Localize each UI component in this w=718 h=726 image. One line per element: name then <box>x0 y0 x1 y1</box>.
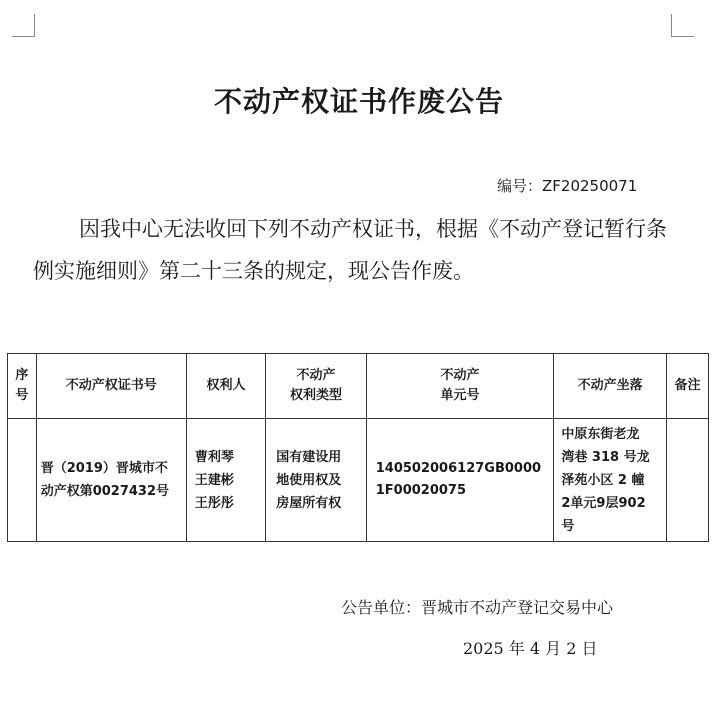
header-certificate-number: 不动产权证书号 <box>36 354 186 419</box>
cell-serial-number <box>8 419 37 542</box>
header-note: 备注 <box>666 354 708 419</box>
table-header-row <box>8 354 709 419</box>
document-number: 编号：ZF20250071 <box>497 177 638 195</box>
crop-mark-top-left <box>12 14 35 37</box>
header-unit-number: 不动产 单元号 <box>366 354 554 419</box>
cell-unit-number: 140502006127GB00001F00020075 <box>366 419 554 542</box>
table-row <box>8 419 709 542</box>
header-serial-number: 序 号 <box>8 354 37 419</box>
cell-location: 中原东街老龙 湾巷 318 号龙 泽苑小区 2 幢 2单元9层902 号 <box>554 419 667 542</box>
header-right-type: 不动产 权利类型 <box>266 354 366 419</box>
notice-paragraph: 因我中心无法收回下列不动产权证书，根据《不动产登记暂行条例实施细则》第二十三条的规定，现公告作废。 <box>33 217 667 283</box>
cell-right-type: 国有建设用 地使用权及 房屋所有权 <box>266 419 366 542</box>
certificate-table <box>7 353 709 542</box>
issuing-unit: 公告单位：晋城市不动产登记交易中心 <box>341 598 614 617</box>
cell-owner: 曹利琴 王建彬 王彤彤 <box>186 419 265 542</box>
cell-certificate-number: 晋（2019）晋城市不 动产权第0027432号 <box>36 419 186 542</box>
issue-date: 2025 年 4 月 2 日 <box>463 639 598 658</box>
header-owner: 权利人 <box>186 354 265 419</box>
page-title: 不动产权证书作废公告 <box>213 85 504 118</box>
cell-note <box>666 419 708 542</box>
header-location: 不动产坐落 <box>554 354 667 419</box>
crop-mark-top-right <box>671 14 694 37</box>
